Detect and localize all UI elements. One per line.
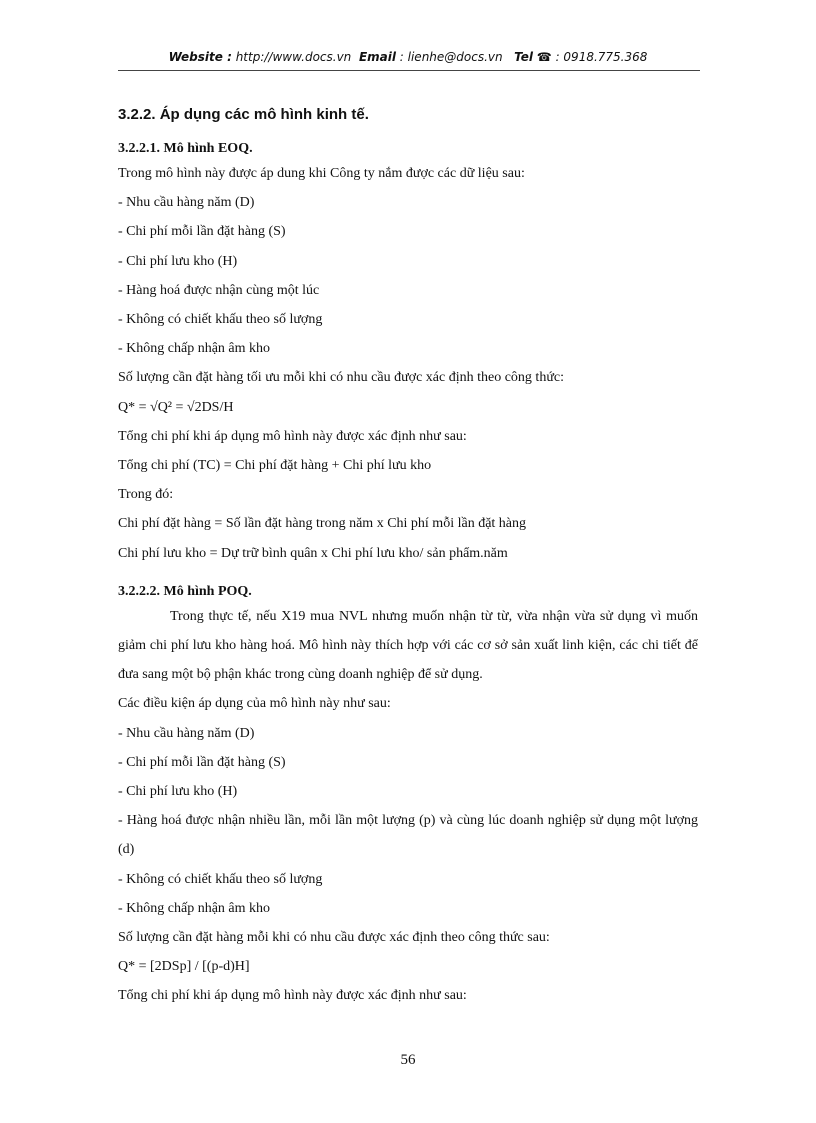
- email-address: : lienhe@docs.vn: [395, 50, 503, 64]
- eoq-line: - Nhu cầu hàng năm (D): [118, 195, 255, 211]
- poq-line: Số lượng cần đặt hàng mỗi khi có nhu cầu được xác định theo công thức sau:: [118, 930, 550, 946]
- page-header: [118, 50, 698, 64]
- eoq-line: Tổng chi phí (TC) = Chi phí đặt hàng + Chi phí lưu kho: [118, 458, 432, 474]
- eoq-line: Chi phí đặt hàng = Số lần đặt hàng trong năm x Chi phí mỗi lần đặt hàng: [118, 516, 527, 532]
- eoq-line: Số lượng cần đặt hàng tối ưu mỗi khi có nhu cầu được xác định theo công thức:: [118, 370, 565, 386]
- eoq-line: - Chi phí lưu kho (H): [118, 253, 238, 269]
- poq-list-item: - Chi phí lưu kho (H): [118, 784, 238, 800]
- eoq-line: Tổng chi phí khi áp dụng mô hình này được xác định như sau:: [118, 428, 467, 444]
- poq-conditions-heading: Các điều kiện áp dụng của mô hình này như sau:: [118, 696, 391, 712]
- tel-number: : 0918.775.368: [551, 50, 648, 64]
- poq-list-item: - Chi phí mỗi lần đặt hàng (S): [118, 754, 286, 770]
- poq-long-item: - Hàng hoá được nhận nhiều lần, mỗi lần một lượng (p) và cùng lúc doanh nghiệp sử dụng một lượng (d): [118, 813, 698, 858]
- poq-list-item: - Nhu cầu hàng năm (D): [118, 725, 255, 741]
- website-label: Website :: [168, 50, 232, 64]
- page-number: 56: [400, 1052, 416, 1068]
- eoq-title: 3.2.2.1. Mô hình EOQ.: [118, 141, 253, 156]
- eoq-line: - Không chấp nhận âm kho: [118, 341, 271, 357]
- phone-icon: ☎: [536, 50, 552, 64]
- poq-list-item: - Không có chiết khấu theo số lượng: [118, 871, 323, 887]
- eoq-line: Trong mô hình này được áp dung khi Công ty nắm được các dữ liệu sau:: [118, 166, 525, 181]
- poq-line: Tổng chi phí khi áp dụng mô hình này được xác định như sau:: [118, 988, 467, 1004]
- poq-title: 3.2.2.2. Mô hình POQ.: [118, 583, 252, 599]
- page-content: [118, 100, 698, 1011]
- eoq-formula: Q* = √Q² = √2DS/H: [118, 399, 234, 415]
- section-title: 3.2.2. Áp dụng các mô hình kinh tế.: [118, 106, 369, 123]
- tel-label: Tel: [514, 50, 533, 64]
- eoq-line: Chi phí lưu kho = Dự trữ bình quân x Chi phí lưu kho/ sản phẩm.năm: [118, 545, 508, 561]
- eoq-line: - Chi phí mỗi lần đặt hàng (S): [118, 224, 286, 240]
- eoq-line: - Hàng hoá được nhận cùng một lúc: [118, 282, 320, 298]
- poq-formula: Q* = [2DSp] / [(p-d)H]: [118, 959, 250, 975]
- email-label: Email: [358, 50, 396, 64]
- website-url: http://www.docs.vn: [231, 50, 352, 64]
- section-gap: [118, 568, 698, 582]
- header-divider: [118, 70, 700, 71]
- poq-intro: Trong thực tế, nếu X19 mua NVL nhưng muốn nhận từ từ, vừa nhận vừa sử dụng vì muốn giảm chi phí lưu kho hàng hoá. Mô hình này thích hợp với các cơ sở sản xuất linh kiện, các chi tiết để đưa sang một bộ phận khác trong cùng doanh nghiệp để sử dụng.: [118, 608, 698, 683]
- poq-list-item: - Không chấp nhận âm kho: [118, 900, 271, 916]
- eoq-line: - Không có chiết khấu theo số lượng: [118, 312, 323, 328]
- eoq-line: Trong đó:: [118, 487, 174, 503]
